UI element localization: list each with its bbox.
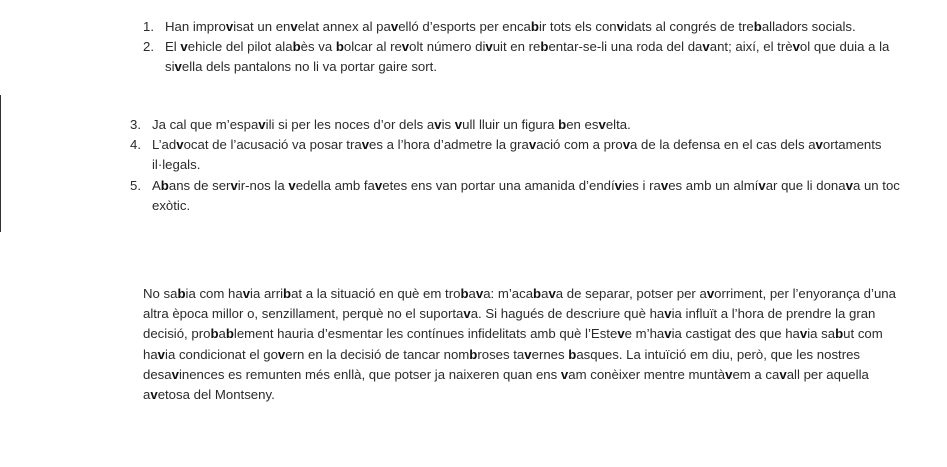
- exercise-list-second: [130, 115, 913, 216]
- list-item: [130, 115, 913, 135]
- list-item-number: 1.: [143, 19, 154, 34]
- margin-rule: [0, 95, 1, 232]
- list-item: [143, 37, 913, 77]
- list-item-number: 4.: [130, 137, 141, 153]
- list-item-number: 2.: [143, 39, 154, 55]
- list-item-number: 3.: [130, 117, 141, 132]
- list-item: [143, 17, 913, 37]
- exercise-list-first: [143, 17, 913, 78]
- list-item-number: 5.: [130, 177, 141, 193]
- list-item: [130, 135, 913, 175]
- list-item: [130, 176, 913, 216]
- list-item-text: El vehicle del pilot alabès va bolcar al revolt número divuit en rebentar-se-li una roda del davant; així, el trèvol que duia a la sivella dels pantalons no li va portar gaire sort.: [165, 39, 890, 75]
- list-item-text: Ja cal que m’espavili si per les noces d’or dels avis vull lluir un figura ben esvelta.: [152, 117, 631, 132]
- exercise-paragraph: No sabia com havia arribat a la situació en què em trobava: m’acabava de separar, potser per avorriment, per l’enyorança d’una altra època millor o, senzillament, perquè no el suportava. Si hagués de descriure què havia influït a l’hora de prendre la gran decisió, probablement hauria d’esmentar les contínues infidelitats amb què l’Esteve m’havia castigat des que havia sabut com havia condicionat el govern en la decisió de tancar nombroses tavernes basques. La intuïció em diu, però, que les nostres desavinences es remunten més enllà, que potser ja naixeren quan ens vam conèixer mentre muntàvem a cavall per aquella avetosa del Montseny.: [143, 286, 896, 403]
- list-item-text: Han improvisat un envelat annex al pavelló d’esports per encabir tots els convidats al congrés de treballadors socials.: [165, 19, 856, 34]
- list-item-text: Abans de servir-nos la vedella amb favetes ens van portar una amanida d’endívies i raves amb un almívar que li donava un toc exòtic.: [152, 177, 900, 213]
- list-item-text: L’advocat de l’acusació va posar traves a l’hora d’admetre la gravació com a prova de la defensa en el cas dels avortaments il·legals.: [152, 137, 882, 173]
